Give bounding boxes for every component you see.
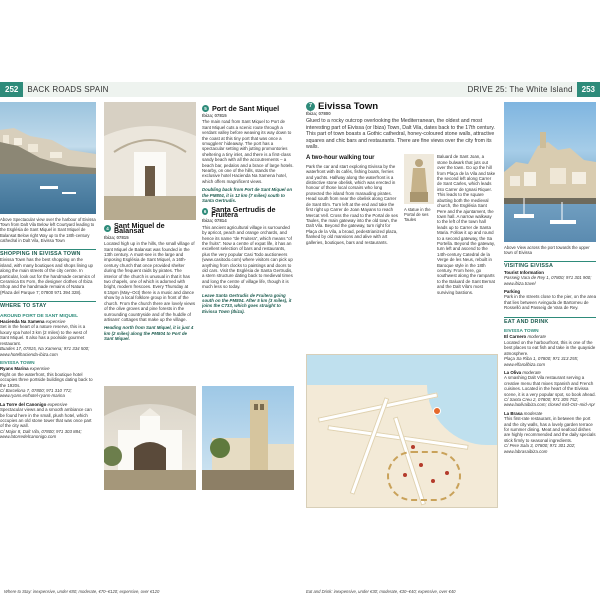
- eivissa-town-stay-heading: EIVISSA TOWN: [0, 360, 35, 366]
- map-old-town-walls: [387, 451, 461, 501]
- courtyard-photo: [104, 386, 196, 490]
- santa-gertrudis-title-text: Santa Gertrudis de Fruitera: [211, 204, 276, 219]
- stay-venue-1-name: Hacienda Na Xamena: [0, 319, 45, 325]
- map-sea-top: [307, 355, 497, 385]
- sant-miquel-photo: [104, 102, 196, 220]
- stay-venue-3-contact: C/ Major 8, Dalt Vila, 07800; 971 303 884; www.latorredelcanonigo.com: [0, 428, 82, 440]
- map-stop-2[interactable]: [419, 463, 423, 467]
- stay-venue-3: [0, 402, 96, 440]
- eivissa-town-map[interactable]: [306, 354, 498, 508]
- eat-venue-3-price: moderate: [523, 410, 543, 416]
- around-port-heading: AROUND PORT DE SANT MIQUEL: [0, 313, 79, 319]
- eat-venue-2-text: A smashing Dalt Vila restaurant serving a creative menu that mixes Spanish and French cuisines. Located in the heart of the Eivissa scene, it is a very popular spot, so book ahead.: [504, 375, 596, 397]
- stay-venue-3-text: Spectacular views and a smooth ambiance can be found here in the small, plush hotel, which occupies an old stone tower that was once part of the city wall.: [0, 407, 92, 429]
- harbour-photo-caption: Above Spectacular view over the harbour of Eivissa Town from Dalt Vila Below left Courtyard leading to the Església de Sant Miquel in Sant Miquel de Balansat Below right Way up to the 18th-century cathedral in Dalt Vila, Eivissa Town: [0, 217, 96, 243]
- statue-figure: [404, 154, 434, 298]
- walking-tour-col-2: [404, 154, 496, 298]
- left-page-number: 252: [0, 82, 23, 97]
- right-page: [300, 0, 600, 600]
- upper-town-illustration: [504, 102, 596, 242]
- map-stop-4[interactable]: [431, 479, 435, 483]
- port-santa-gertrudis-column: [202, 102, 294, 350]
- statue-illustration: [404, 154, 434, 204]
- santa-gertrudis-text: This ancient agricultural village is surrounded by apricot, peach and orange orchards, and hence its name "de Fruitera", which means "of the fruits". Now a centre of expat life, it has an excellent selection of bars and restaurants, plus the very popular Casi Todo auctioneers (www.casitodo.com) where visitors can pick up anything from clocks to paintings and doors to old cars. Visit the Església de Santa Gertrudis, a stern structure dating back to medieval times and long the centre of village life, though it is much less so today.: [202, 224, 293, 290]
- walking-tour-columns: [306, 154, 496, 298]
- walking-tour-text-2: Baluard de Sant Joan, a stone bulwark that juts out over the town. Go up the hill from Plaça de la Vila and take the second left along Carrer de Sant Carles, which leads into Carrer de Ignasi Riquer. This leads to the square abutting both the medieval church, the Església Sant Pere and the ajuntament, the town hall. A narrow walkway to the left of the town hall leads up to Carrer de Santa Maria. Follow it up and round to a second gateway, the Sa Portella. Beyond the gateway, turn left and ascend to the 14th-century Catedral de la Verge de les Neus, rebuilt in Baroque style in the 18th century. From here, go southwest along the ramparts to the Baluard de Sant Bernat and the Dalt Vila's most surviving bastions.: [437, 154, 496, 295]
- tourist-info: [504, 270, 596, 286]
- parking-heading: Parking: [504, 289, 521, 295]
- sant-miquel-text: Located high up in the hills, the small village of Sant Miquel de Balansat was founded in the 13th century. A must-see is the large and imposing Església de Sant Miquel, a 16th-century church that once provided shelter during the frequent raids by pirates. The interior of the church is unusual in that it has two chapels, one of which is adorned with bright, modern frescoes. Every Thursday at 6:15pm (May–Oct) there is a music and dance show by a local folklore group in front of the church. From the church there are lovely views of the olive groves and pine forests in the surrounding countryside and of the huddle of artisans' cottages that make up the village.: [104, 241, 196, 322]
- eat-venue-1-contact: Plaça Sa Riba 1, 07800; 971 313 255; www.elfarolibiza.com: [504, 356, 579, 367]
- stay-venue-1: [0, 319, 96, 357]
- eivissa-town-number: 7: [306, 102, 315, 111]
- map-stop-1[interactable]: [411, 445, 415, 449]
- left-footer: Where to Stay: inexpensive, under €80; moderate, €70–€120; expensive, over €120: [4, 589, 160, 594]
- eat-venue-3: [504, 411, 596, 454]
- stay-venue-2-name: Ryans Marina: [0, 366, 29, 372]
- stay-venue-1-price: expensive: [45, 319, 66, 325]
- eat-town-heading: EIVISSA TOWN: [504, 329, 539, 335]
- sant-miquel-illustration: [104, 102, 196, 220]
- right-running-head: DRIVE 25: The White Island: [467, 85, 573, 94]
- santa-gertrudis-directions: Leave Santa Gertrudis de Fruitera going south on the PM804. After 5 km (3 miles), it joins the C733, which goes straight to Eivissa Town (Ibiza).: [202, 292, 292, 314]
- eivissa-town-title: [306, 102, 496, 111]
- map-pin-start[interactable]: [433, 407, 441, 415]
- eat-venue-3-text: This first-rate restaurant, in between the port and the city walls, has a lovely garden terrace for summer dining. Meat and seafood dishes are highly recommended and the daily specials stick firmly to seasonal ingredients.: [504, 416, 596, 443]
- left-sidebar-column: [0, 102, 96, 586]
- statue-row: [404, 154, 496, 298]
- eat-venue-3-name: La Brasa: [504, 410, 523, 416]
- stay-venue-2: [0, 366, 96, 398]
- eat-venue-1-text: Located on the harbourfront, this is one of the best places to eat fish and take in the quayside atmosphere.: [504, 339, 596, 356]
- shopping-heading: SHOPPING IN EIVISSA TOWN: [0, 249, 96, 257]
- walking-tour-text-1: Park the car and start exploring Eivissa by the waterfront with its cafés, fishing boats, ferries and yachts. Halfway along the waterfront is a distinctive stone obelisk, which was erected in honour of those local corsairs who long protected the island from marauding pirates. Head south from near the obelisk along Carrer de Sant Elm. Turn left at the end and take the first right up Carrer de Joan Mayans to reach Mercat Vell. Cross the road to the Portal de ses Taules, the main gateway into the old town, the Dalt Vila. Beyond the gateway, turn right for Plaça de la Vila, a broad, pedestrianized plaza, flanked by old mansions and alive with art galleries, boutiques, bars and restaurants.: [306, 163, 399, 245]
- map-stop-5[interactable]: [445, 471, 449, 475]
- right-running-header: [300, 82, 600, 97]
- port-sant-miquel-title: [202, 105, 294, 112]
- tourist-info-heading: Tourist Information: [504, 269, 544, 275]
- eivissa-town-intro: Glued to a rocky outcrop overlooking the Mediterranean, the oldest and most interesting part of Eivissa (or Ibiza) Town, Dalt Vila, dates back to the 17th century. This part of town boasts a Gothic cathedral, honey-coloured stone walls, attractive squares and chic bars and restaurants. There are fine views over the city from its walls.: [306, 118, 495, 151]
- right-footer: Eat and Drink: inexpensive, under €30; moderate, €30–€40; expensive, over €40: [306, 589, 456, 594]
- sant-miquel-directions: Heading north from Sant Miquel, it is just 4 km (2 miles) along the PM804 to Port de Sant Miquel.: [104, 325, 194, 342]
- upper-town-photo-caption: Above View across the port towards the upper town of Eivissa: [504, 245, 590, 256]
- eivissa-town-section: [306, 102, 496, 352]
- eivissa-town-meta: Ibiza; 07800: [306, 111, 331, 116]
- eat-venue-2: [504, 370, 596, 408]
- harbour-illustration: [0, 102, 96, 214]
- eat-venue-2-name: La Oliva: [504, 369, 522, 375]
- visiting-heading: VISITING EIVISSA: [504, 261, 596, 269]
- map-stop-3[interactable]: [403, 473, 407, 477]
- port-sant-miquel-text: The main road from Sant Miquel to Port de Sant Miquel cuts a scenic route through a verdant valley before weaving its way down to the coast at this tiny port that was once a smugglers' hideaway. The port has a spectacular setting with jutting promontories sheltering a tiny inlet, and there is a first-class sandy beach with all the accoutrements – a beach bar, pedalos and a brace of large hotels. Nearby, on one of the hills, stands the exclusive hotel Hacienda Na Xamena hotel, which offers magnificent views.: [202, 119, 294, 184]
- stay-venue-3-price: expensive: [47, 401, 68, 407]
- eivissa-town-title-text: Eivissa Town: [318, 102, 379, 112]
- sant-miquel-number: 4: [104, 225, 111, 232]
- right-sidebar-column: [504, 102, 596, 586]
- right-page-number: 253: [577, 82, 600, 97]
- stay-venue-3-name: La Torre del Canonigo: [0, 401, 47, 407]
- santa-gertrudis-number: 6: [203, 209, 207, 215]
- statue-caption: A statue in the Portal de ses Taules: [404, 206, 431, 223]
- port-sant-miquel-directions: Doubling back from Port de Sant Miquel on the PM804, it is 12 km (7 miles) south to Santa Gertrudis.: [202, 187, 293, 204]
- eat-venue-1-price: moderate: [527, 334, 547, 340]
- walking-tour-title: A two-hour walking tour: [306, 155, 375, 162]
- cathedral-way-photo: [202, 386, 294, 490]
- eat-drink-heading: EAT AND DRINK: [504, 317, 596, 325]
- sant-miquel-column: [104, 102, 196, 350]
- tourist-info-text: Passeig Vara de Rey 1, 07800; 971 301 900; www.ibiza.travel: [504, 275, 592, 286]
- port-sant-miquel-title-text: Port de Sant Miquel: [212, 103, 280, 113]
- left-running-head: BACK ROADS SPAIN: [27, 85, 109, 94]
- courtyard-illustration: [104, 386, 196, 490]
- eat-venue-2-price: moderate: [522, 369, 541, 375]
- santa-gertrudis-meta: Ibiza; 07814: [202, 218, 227, 224]
- eat-venue-1-name: El Carnero: [504, 334, 527, 340]
- where-to-stay-heading: WHERE TO STAY: [0, 301, 96, 309]
- stay-venue-2-price: expensive: [29, 366, 50, 372]
- stay-venue-2-contact: C/ Barcelona 7, 07800; 971 310 772; www.ryans.es/hotel-ryans-marina: [0, 387, 72, 399]
- cathedral-illustration: [202, 386, 294, 490]
- eat-venue-2-contact: C/ Santa Creu 2, 07800; 971 305 752; www.laolivaibiza.com; closed mid-Oct–mid-Apr: [504, 396, 596, 408]
- eat-venue-3-contact: C/ Pere Sala 3, 07800; 971 301 202; www.labrasaibiza.com: [504, 443, 576, 454]
- sant-miquel-meta: Ibiza; 07815: [104, 234, 129, 240]
- upper-town-photo: [504, 102, 596, 242]
- stay-venue-2-text: Right on the waterfront, this boutique hotel occupies three portside buildings dating back to the 1920s.: [0, 371, 93, 388]
- port-sant-miquel-meta: Ibiza; 07815: [202, 113, 227, 118]
- parking-text: Park in the streets close to the pier, on the area that lies between Avinguda de Bartomeu de Rosselló and Passeig de Vara de Rey.: [504, 294, 596, 311]
- stay-venue-1-contact: Buades 17, 07815, Na Xamena; 971 334 500; www.hotelhacienda-ibiza.com: [0, 346, 90, 357]
- left-running-header: [0, 82, 300, 97]
- parking-info: [504, 289, 596, 311]
- sant-miquel-title: [104, 223, 196, 234]
- eat-venue-1: [504, 334, 596, 366]
- walking-tour-col-1: [306, 154, 398, 298]
- stay-venue-1-text: Set in the heart of a nature reserve, this is a luxury spa hotel 3 km (2 miles) to the west of Sant Miquel. It also has a poolside gourmet restaurant.: [0, 324, 87, 346]
- harbour-photo: [0, 102, 96, 214]
- santa-gertrudis-title: [202, 204, 294, 219]
- sant-miquel-title-text: Sant Miquel de Balansat: [113, 221, 165, 236]
- shopping-text: Eivissa Town has the best shopping on the island, with many boutiques and shops lining up along the main streets of the city centre. In particular, look out for the handmade ceramics of Ceramica Es Forn, the designer clothes of Ibiza Shop and the handmade remains of Natura (Plaza del Parque 7; 07800 971 394 328).: [0, 257, 95, 295]
- port-sant-miquel-number: 5: [202, 105, 209, 112]
